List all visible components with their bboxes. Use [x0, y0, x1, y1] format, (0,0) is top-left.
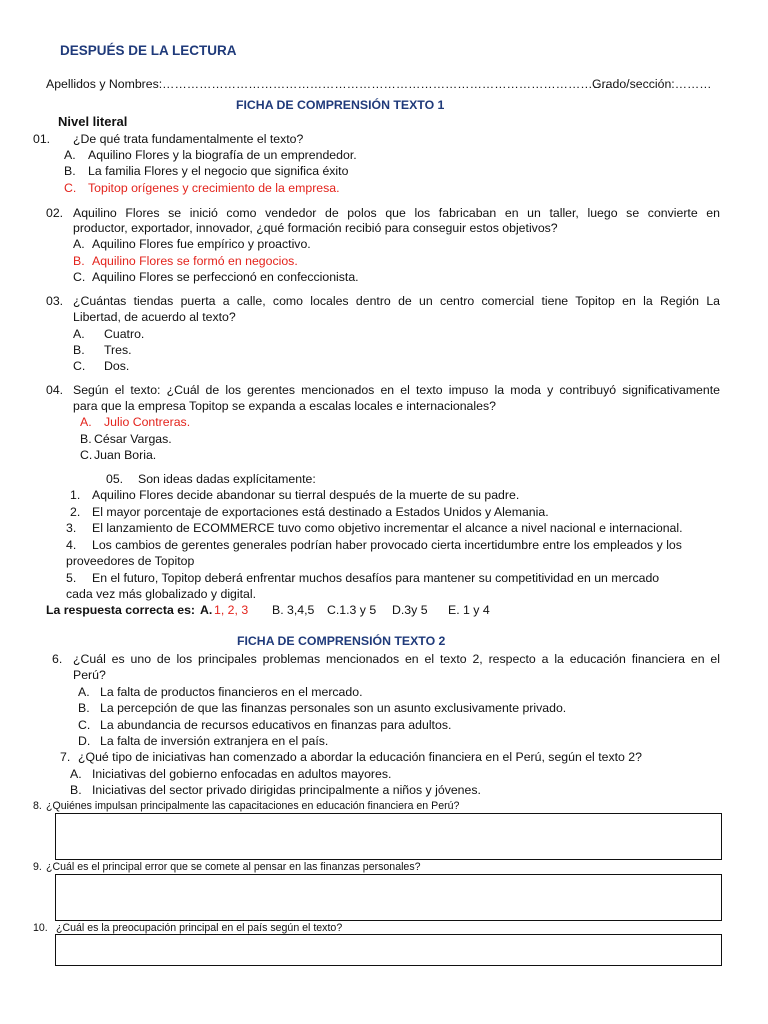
statement-text-cont: proveedores de Topitop	[66, 554, 195, 568]
question-number: 10.	[33, 922, 48, 934]
option-letter: B.	[73, 343, 85, 357]
option-text: César Vargas.	[94, 432, 172, 446]
option-text: La familia Flores y el negocio que significa éxito	[88, 164, 349, 178]
option-letter: A.	[73, 327, 85, 341]
option-text: Aquilino Flores y la biografía de un emprendedor.	[88, 148, 357, 162]
answer-label: La respuesta correcta es:	[46, 603, 196, 617]
question-text-cont: para que la empresa Topitop se expanda a escalas locales e internacionales?	[73, 399, 496, 413]
question-number: 04.	[46, 383, 64, 397]
option-text: La falta de productos financieros en el mercado.	[100, 685, 363, 699]
answer-box-q9[interactable]	[55, 874, 722, 921]
option-letter: A.	[73, 237, 85, 251]
option-text-correct: Topitop orígenes y crecimiento de la empresa.	[88, 181, 340, 195]
statement-number: 4.	[66, 538, 77, 552]
question-number: 9.	[33, 861, 42, 873]
question-text: ¿Quiénes impulsan principalmente las capacitaciones en educación financiera en Perú?	[46, 800, 460, 812]
question-text: ¿Cuántas tiendas puerta a calle, como locales dentro de un centro comercial tiene Topitop en la Región La	[73, 294, 720, 308]
answer-option-a-letter: A.	[200, 603, 213, 617]
option-text-correct: Aquilino Flores se formó en negocios.	[92, 254, 298, 268]
option-letter-correct: B.	[73, 254, 85, 268]
option-letter-correct: A.	[80, 415, 92, 429]
option-text: Aquilino Flores se perfeccionó en confeccionista.	[92, 270, 359, 284]
option-letter: D.	[78, 734, 91, 748]
question-number: 01.	[33, 132, 51, 146]
option-letter: B.	[64, 164, 76, 178]
answer-option-e: E. 1 y 4	[448, 603, 490, 617]
statement-number: 3.	[66, 521, 77, 535]
question-text: ¿Qué tipo de iniciativas han comenzado a abordar la educación financiera en el Perú, según el texto 2?	[78, 750, 642, 764]
answer-option-d: D.3y 5	[392, 603, 428, 617]
statement-text: Los cambios de gerentes generales podrían haber provocado cierta incertidumbre entre los empleados y los	[92, 538, 682, 552]
option-text: La falta de inversión extranjera en el país.	[100, 734, 329, 748]
option-text: Aquilino Flores fue empírico y proactivo.	[92, 237, 311, 251]
statement-text: El lanzamiento de ECOMMERCE tuvo como objetivo incrementar el alcance a nivel nacional e internacional.	[92, 521, 683, 535]
option-letter: B.	[80, 432, 92, 446]
answer-option-a-value: 1, 2, 3	[214, 603, 249, 617]
option-text: Tres.	[104, 343, 132, 357]
section-title-text1: FICHA DE COMPRENSIÓN TEXTO 1	[236, 98, 445, 112]
option-text: Dos.	[104, 359, 130, 373]
option-letter: C.	[78, 718, 91, 732]
option-text: Iniciativas del sector privado dirigidas principalmente a niños y jóvenes.	[92, 783, 481, 797]
option-text: Cuatro.	[104, 327, 145, 341]
option-letter: C.	[73, 359, 86, 373]
question-number: 05.	[106, 472, 124, 486]
statement-number: 2.	[70, 505, 81, 519]
question-number: 6.	[52, 652, 63, 666]
question-text: Según el texto: ¿Cuál de los gerentes mencionados en el texto impuso la moda y contribuyó significativamente	[73, 383, 720, 397]
name-field-label: Apellidos y Nombres:……………………………………………………………………………………………….	[46, 77, 609, 91]
statement-text: Aquilino Flores decide abandonar su tierral después de la muerte de su padre.	[92, 488, 520, 502]
question-text-cont: Libertad, de acuerdo al texto?	[73, 310, 236, 324]
option-text: Iniciativas del gobierno enfocadas en adultos mayores.	[92, 767, 392, 781]
option-text: Juan Boria.	[94, 448, 157, 462]
option-letter: B.	[78, 701, 90, 715]
option-letter: A.	[70, 767, 82, 781]
question-text: Aquilino Flores se inició como vendedor de polos que los fabricaban en un taller, luego se convierte en	[73, 206, 720, 220]
answer-option-b: B. 3,4,5	[272, 603, 315, 617]
question-text: ¿De qué trata fundamentalmente el texto?	[73, 132, 304, 146]
option-text: La percepción de que las finanzas personales son un asunto exclusivamente privado.	[100, 701, 567, 715]
question-text-cont: Perú?	[73, 668, 106, 682]
question-text: Son ideas dadas explícitamente:	[138, 472, 316, 486]
answer-box-q8[interactable]	[55, 813, 722, 860]
statement-text-cont: cada vez más globalizado y digital.	[66, 587, 257, 601]
option-text: La abundancia de recursos educativos en finanzas para adultos.	[100, 718, 452, 732]
question-text: ¿Cuál es el principal error que se comete al pensar en las finanzas personales?	[46, 861, 421, 873]
question-text-cont: productor, exportador, innovador, ¿qué formación recibió para conseguir estos objetivos?	[73, 221, 558, 235]
level-label: Nivel literal	[58, 114, 128, 129]
statement-text: El mayor porcentaje de exportaciones está destinado a Estados Unidos y Alemania.	[92, 505, 549, 519]
question-number: 7.	[60, 750, 71, 764]
statement-text: En el futuro, Topitop deberá enfrentar muchos desafíos para mantener su competitividad en un mercado	[92, 571, 660, 585]
page-title: DESPUÉS DE LA LECTURA	[60, 43, 237, 58]
option-letter: A.	[78, 685, 90, 699]
question-text: ¿Cuál es uno de los principales problemas mencionados en el texto 2, respecto a la educación financiera en el	[73, 652, 720, 666]
option-text-correct: Julio Contreras.	[104, 415, 191, 429]
question-number: 8.	[33, 800, 42, 812]
option-letter: B.	[70, 783, 82, 797]
answer-box-q10[interactable]	[55, 934, 722, 966]
statement-number: 1.	[70, 488, 81, 502]
question-number: 02.	[46, 206, 64, 220]
option-letter-correct: C.	[64, 181, 77, 195]
option-letter: C.	[80, 448, 93, 462]
statement-number: 5.	[66, 571, 77, 585]
option-letter: A.	[64, 148, 76, 162]
option-letter: C.	[73, 270, 86, 284]
grade-field-label: Grado/sección:………	[592, 77, 712, 91]
question-text: ¿Cuál es la preocupación principal en el país según el texto?	[56, 922, 343, 934]
section-title-text2: FICHA DE COMPRENSIÓN TEXTO 2	[237, 634, 446, 648]
question-number: 03.	[46, 294, 64, 308]
answer-option-c: C.1.3 y 5	[327, 603, 377, 617]
